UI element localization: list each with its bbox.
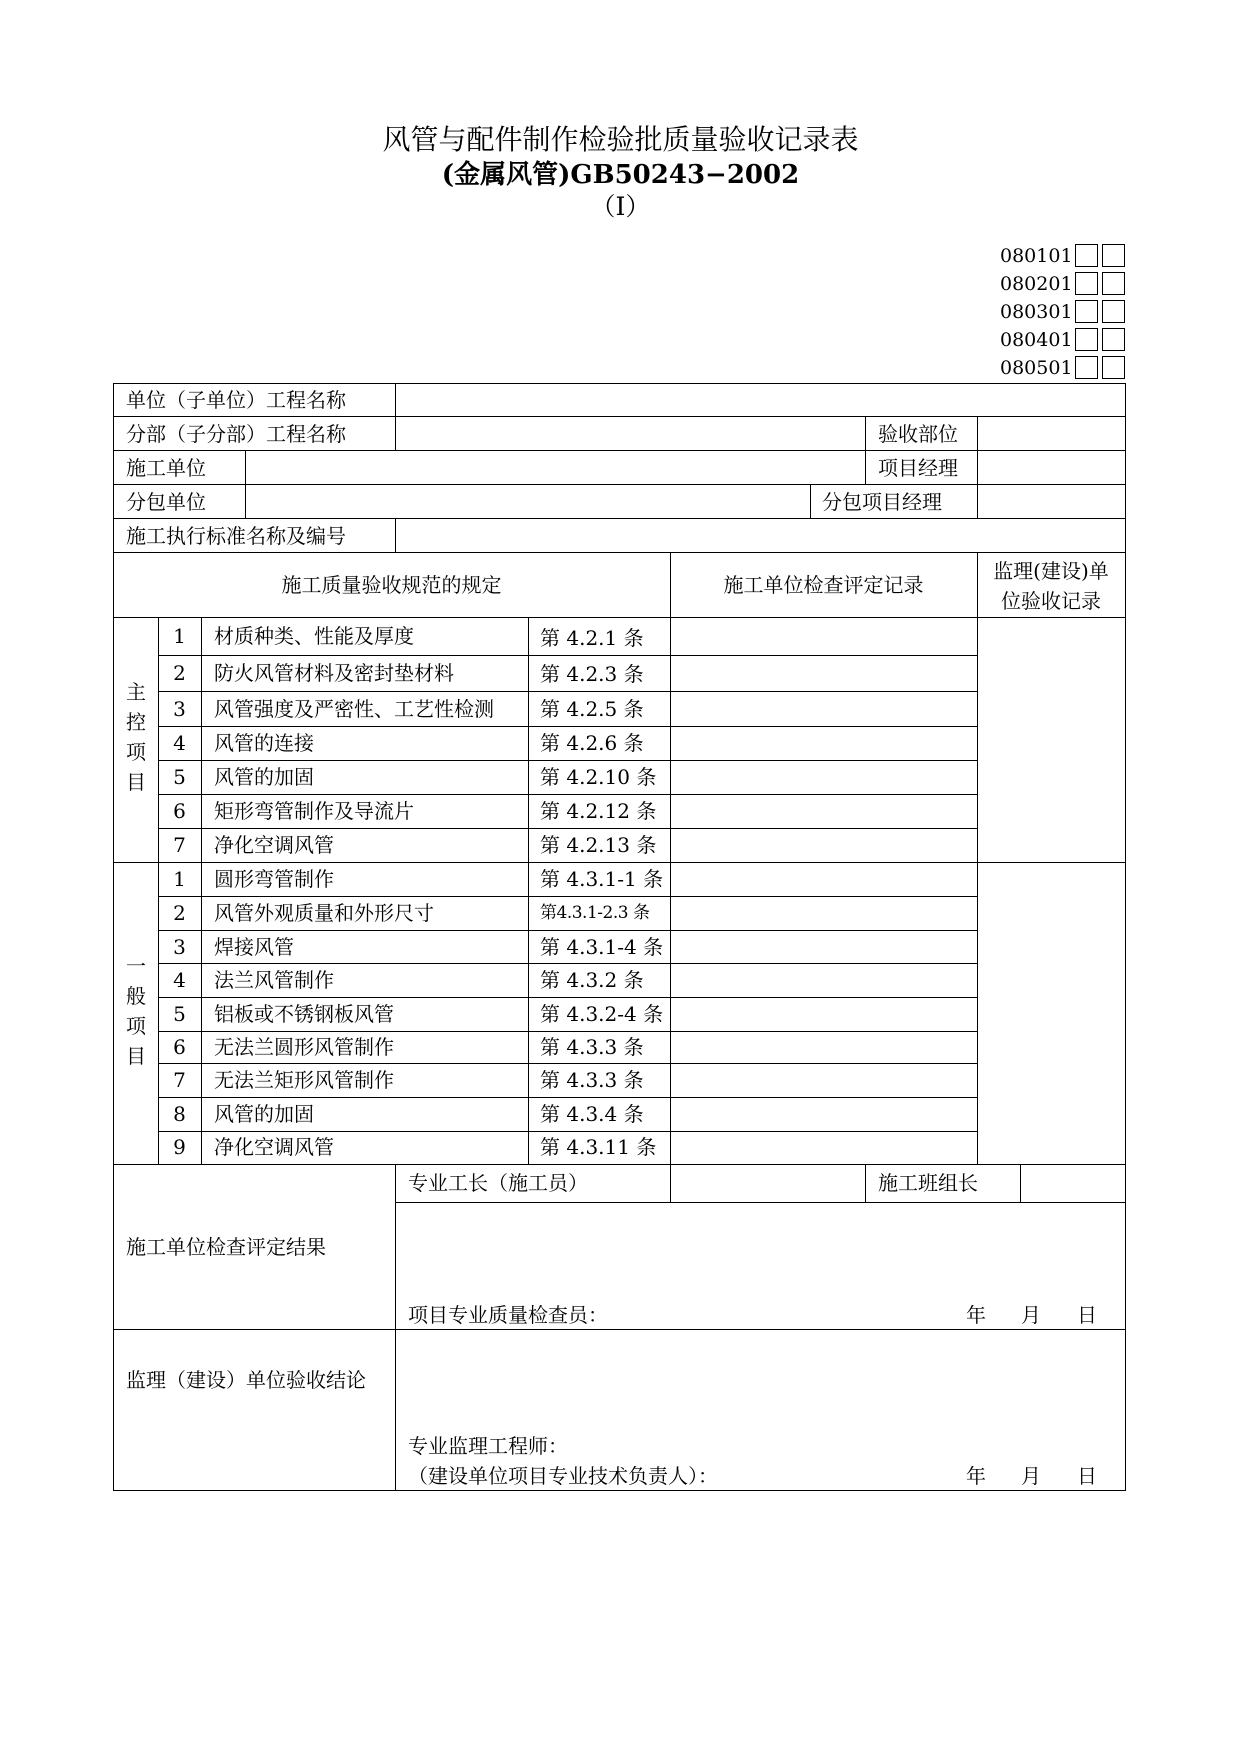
date-year-label: 年 (966, 1303, 986, 1327)
item-clause: 第 4.2.10 条 (540, 765, 657, 789)
project-manager-label: 项目经理 (878, 456, 958, 480)
item-number: 3 (173, 935, 186, 959)
item-clause: 第 4.2.12 条 (540, 799, 657, 823)
code-label: 080201 (1000, 273, 1073, 295)
col-divider (810, 484, 811, 518)
col-divider (395, 518, 396, 552)
group-divider (113, 862, 1126, 863)
col-divider (245, 450, 246, 518)
code-row (1000, 272, 1140, 298)
acceptance-part-label: 验收部位 (878, 422, 958, 446)
row-divider (158, 1063, 978, 1064)
row-divider (158, 963, 978, 964)
code-row (1000, 300, 1140, 326)
item-number: 3 (173, 697, 186, 721)
item-number: 4 (173, 731, 186, 755)
item-name: 净化空调风管 (214, 1135, 334, 1159)
item-clause: 第 4.3.2 条 (540, 968, 644, 992)
team-leader-label: 施工班组长 (878, 1171, 978, 1195)
item-number: 7 (173, 1068, 186, 1092)
item-clause: 第 4.2.1 条 (540, 626, 644, 650)
item-name: 风管外观质量和外形尺寸 (214, 901, 434, 925)
item-number: 2 (173, 901, 186, 925)
item-number: 6 (173, 799, 186, 823)
foreman-label: 专业工长（施工员） (408, 1171, 588, 1195)
item-clause: 第 4.2.5 条 (540, 697, 644, 721)
item-number: 5 (173, 1002, 186, 1026)
col-divider (977, 552, 978, 1164)
item-name: 圆形弯管制作 (214, 867, 334, 891)
row-divider (158, 1031, 978, 1032)
code-checkbox[interactable] (1102, 272, 1125, 295)
col-divider (528, 617, 529, 1164)
col-divider (977, 416, 978, 518)
item-name: 铝板或不锈钢板风管 (214, 1002, 394, 1026)
unit-project-name-label: 单位（子单位）工程名称 (126, 388, 346, 412)
date-year-label: 年 (966, 1464, 986, 1488)
row-divider (113, 1164, 1126, 1165)
item-clause: 第 4.3.3 条 (540, 1068, 644, 1092)
document-title: 风管与配件制作检验批质量验收记录表 (382, 123, 859, 156)
item-clause: 第 4.3.3 条 (540, 1035, 644, 1059)
item-number: 8 (173, 1102, 186, 1126)
row-divider (158, 726, 978, 727)
quality-inspector-label: 项目专业质量检查员： (408, 1303, 608, 1327)
row-divider (158, 997, 978, 998)
item-number: 1 (173, 867, 186, 891)
date-month-label: 月 (1021, 1303, 1041, 1327)
row-divider (158, 896, 978, 897)
item-number: 9 (173, 1135, 186, 1159)
code-checkbox[interactable] (1075, 272, 1098, 295)
date-day-label: 日 (1077, 1464, 1097, 1488)
row-divider (158, 760, 978, 761)
code-label: 080501 (1000, 357, 1073, 379)
item-clause: 第 4.2.13 条 (540, 833, 657, 857)
item-name: 风管的连接 (214, 731, 314, 755)
item-clause: 第 4.3.4 条 (540, 1102, 644, 1126)
date-day-label: 日 (1077, 1303, 1097, 1327)
code-label: 080101 (1000, 245, 1073, 267)
row-divider (158, 1097, 978, 1098)
supervision-engineer-label: 专业监理工程师： (408, 1434, 568, 1458)
item-name: 风管强度及严密性、工艺性检测 (214, 697, 494, 721)
item-name: 法兰风管制作 (214, 968, 334, 992)
supervision-conclusion-label: 监理（建设）单位验收结论 (126, 1368, 366, 1392)
row-divider (113, 617, 1126, 618)
row-divider (158, 930, 978, 931)
construction-unit-label: 施工单位 (126, 456, 206, 480)
row-divider (158, 691, 978, 692)
check-result-label: 施工单位检查评定结果 (126, 1235, 326, 1259)
col-divider (201, 617, 202, 1164)
subcontract-unit-label: 分包单位 (126, 490, 206, 514)
code-checkbox[interactable] (1102, 356, 1125, 379)
check-record-column-header: 施工单位检查评定记录 (723, 573, 924, 597)
item-number: 6 (173, 1035, 186, 1059)
col-divider (670, 552, 671, 1202)
item-name: 风管的加固 (214, 1102, 314, 1126)
row-divider (158, 1131, 978, 1132)
code-checkbox[interactable] (1075, 356, 1098, 379)
code-label: 080401 (1000, 329, 1073, 351)
col-divider (1020, 1164, 1021, 1202)
item-number: 2 (173, 661, 186, 685)
supervision-record-column-header: 监理(建设)单位验收记录 (993, 559, 1109, 613)
table-border (1125, 383, 1126, 1491)
code-row (1000, 328, 1140, 354)
item-name: 防火风管材料及密封垫材料 (214, 661, 454, 685)
standard-name-label: 施工执行标准名称及编号 (126, 524, 346, 548)
item-name: 焊接风管 (214, 935, 294, 959)
row-divider (158, 655, 978, 656)
item-number: 4 (173, 968, 186, 992)
col-divider (395, 1164, 396, 1491)
table-border (113, 383, 114, 1491)
item-name: 材质种类、性能及厚度 (214, 624, 414, 648)
code-checkbox[interactable] (1075, 300, 1098, 323)
item-name: 无法兰圆形风管制作 (214, 1035, 394, 1059)
code-checkbox[interactable] (1102, 328, 1125, 351)
item-clause: 第 4.2.6 条 (540, 731, 644, 755)
item-clause: 第 4.3.1-1 条 (540, 867, 664, 891)
row-divider (113, 552, 1126, 553)
code-checkbox[interactable] (1075, 244, 1098, 267)
main-items-group-label: 主控项目 (126, 680, 146, 794)
document-subtitle: (金属风管)GB50243−2002 (441, 160, 800, 190)
document-volume: （Ⅰ） (590, 192, 651, 221)
owner-tech-lead-label: （建设单位项目专业技术负责人）： (408, 1464, 718, 1488)
item-clause: 第 4.3.1-4 条 (540, 935, 664, 959)
subcontract-pm-label: 分包项目经理 (822, 490, 942, 514)
item-number: 1 (173, 624, 186, 648)
sub-project-name-label: 分部（子分部）工程名称 (126, 422, 346, 446)
code-checkbox[interactable] (1102, 300, 1125, 323)
general-items-group-label: 一般项目 (126, 954, 146, 1068)
code-checkbox[interactable] (1075, 328, 1098, 351)
item-clause: 第 4.3.11 条 (540, 1135, 657, 1159)
row-divider (395, 1202, 1126, 1203)
col-divider (865, 1164, 866, 1202)
item-name: 风管的加固 (214, 765, 314, 789)
item-clause: 第4.3.1-2.3 条 (540, 903, 650, 923)
item-name: 净化空调风管 (214, 833, 334, 857)
row-divider (113, 484, 1126, 485)
col-divider (395, 383, 396, 450)
date-month-label: 月 (1021, 1464, 1041, 1488)
item-clause: 第 4.3.2-4 条 (540, 1002, 664, 1026)
row-divider (113, 1329, 1126, 1330)
item-clause: 第 4.2.3 条 (540, 662, 644, 686)
item-number: 7 (173, 833, 186, 857)
code-row (1000, 244, 1140, 270)
row-divider (113, 416, 1126, 417)
row-divider (158, 794, 978, 795)
col-divider (865, 416, 866, 484)
row-divider (113, 450, 1126, 451)
item-number: 5 (173, 765, 186, 789)
code-checkbox[interactable] (1102, 244, 1125, 267)
row-divider (113, 518, 1126, 519)
code-row (1000, 356, 1140, 382)
spec-column-header: 施工质量验收规范的规定 (281, 573, 502, 597)
code-label: 080301 (1000, 301, 1073, 323)
table-border (113, 1490, 1126, 1491)
item-name: 无法兰矩形风管制作 (214, 1068, 394, 1092)
table-border (113, 383, 1126, 384)
item-name: 矩形弯管制作及导流片 (214, 799, 414, 823)
row-divider (158, 828, 978, 829)
